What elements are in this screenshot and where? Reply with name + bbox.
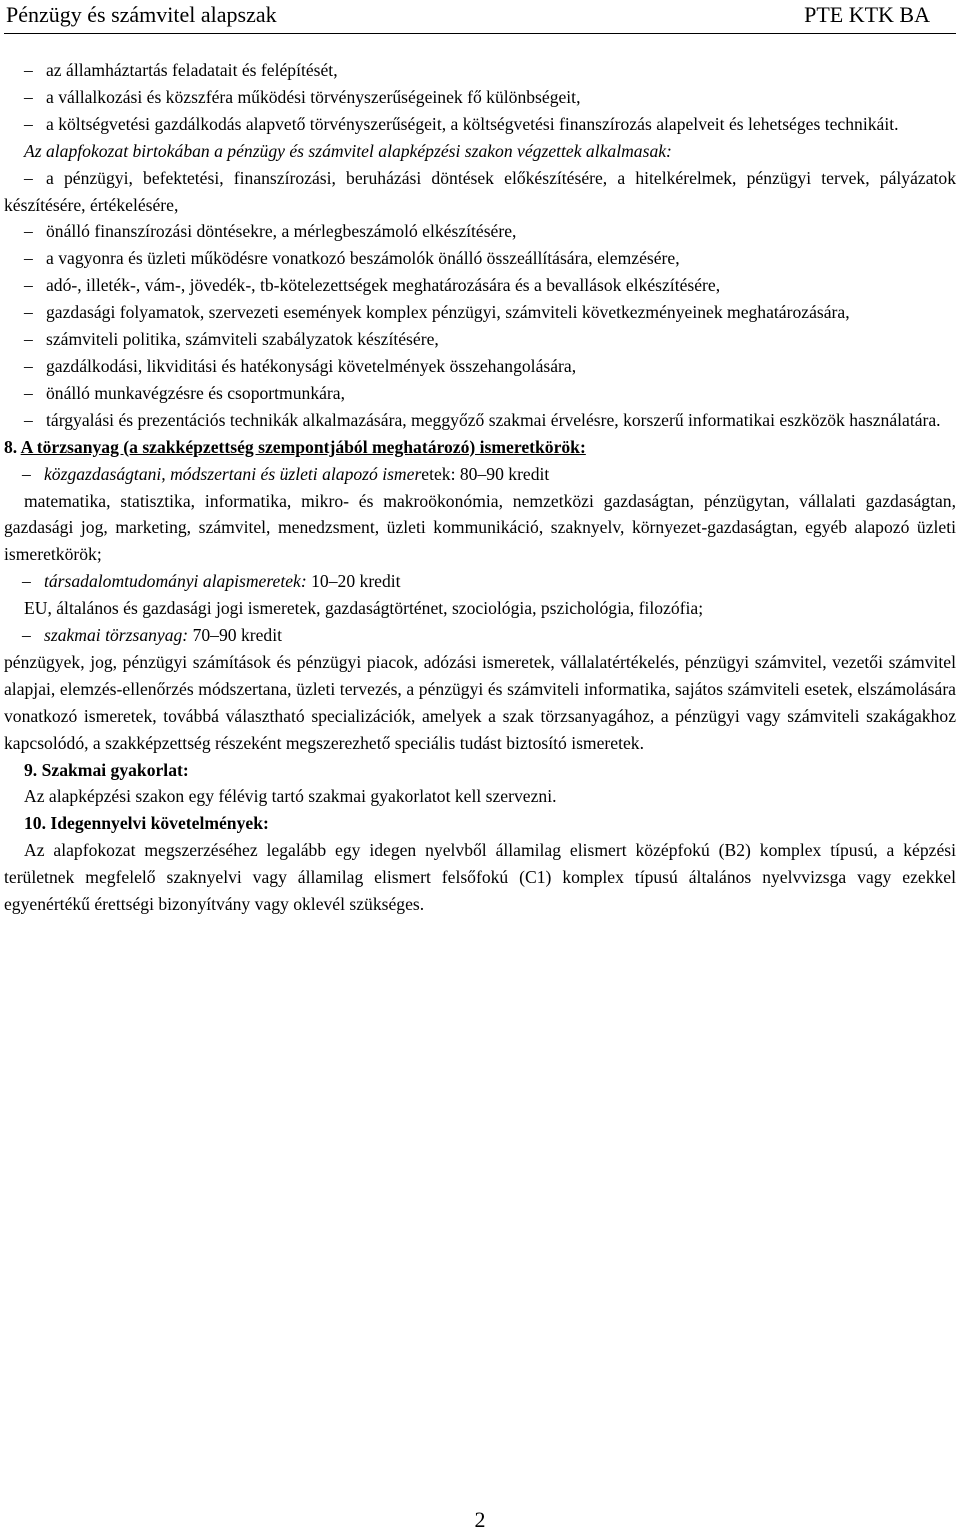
list-item: – önálló finanszírozási döntésekre, a mérlegbeszámoló elkészítésére, — [4, 218, 956, 245]
list-item: – gazdasági folyamatok, szervezeti események komplex pénzügyi, számviteli következményeinek meghatározására, — [4, 299, 956, 326]
subsection-label: – társadalomtudományi alapismeretek: 10–20 kredit — [4, 568, 956, 595]
section-10-heading — [4, 810, 956, 837]
section-10-title: Idegennyelvi követelmények: — [50, 813, 269, 834]
list-item: – a vállalkozási és közszféra működési törvényszerűségeinek fő különbségeit, — [4, 84, 956, 111]
section-9-title: Szakmai gyakorlat: — [41, 759, 189, 780]
list-item: – a pénzügyi, befektetési, finanszírozási, beruházási döntések előkészítésére, a hitelkérelmek, pénzügyi tervek, pályázatok készítésére, értékelésére, — [4, 165, 956, 219]
section-8-title: A törzsanyag (a szakképzettség szempontjából meghatározó) ismeretkörök: — [20, 436, 586, 457]
section-9-number: 9. — [24, 759, 38, 780]
list-item: – gazdálkodási, likviditási és hatékonysági követelmények összehangolására, — [4, 353, 956, 380]
section-9-heading — [4, 757, 956, 784]
subsection-body: matematika, statisztika, informatika, mikro- és makroökonómia, nemzetközi gazdaságtan, pénzügytan, vállalati gazdaságtan, gazdasági jog, marketing, számvitel, menedzsment, üzleti kommunikáció, szaknyelv, környezet-gazdaságtan, egyéb alapozó üzleti ismeretkörök; — [4, 490, 956, 565]
list-item: – számviteli politika, számviteli szabályzatok készítésére, — [4, 326, 956, 353]
list-item: – adó-, illeték-, vám-, jövedék-, tb-kötelezettségek meghatározására és a bevallások elkészítésére, — [4, 272, 956, 299]
subsection-body: EU, általános és gazdasági jogi ismeretek, gazdaságtörténet, szociológia, pszichológia, filozófia; — [24, 598, 704, 619]
header-institution: PTE KTK BA — [804, 2, 930, 27]
section-9-body: Az alapképzési szakon egy félévig tartó szakmai gyakorlatot kell szervezni. — [24, 786, 557, 807]
document-body — [4, 57, 956, 918]
section-10-number: 10. — [24, 813, 46, 834]
section-8-number: 8. — [4, 436, 18, 457]
subsection-body: pénzügyek, jog, pénzügyi számítások és pénzügyi piacok, adózási ismeretek, vállalatértékelés, pénzügyi számvitel, vezetői számvitel alapjai, elemzés-ellenőrzés módszertana, üzleti tervezés, a pénzügyi és számviteli informatika, sajátos számviteli esetek, elszámolására vonatkozó ismeretek, továbbá választható specializációk, amelyek a szak törzsanyagához, a pénzügyi vagy számviteli szakágakhoz kapcsolódó, a szakképzettség részeként megszerezhető speciális tudást biztosító ismeretek. — [4, 651, 956, 753]
section-8-heading — [4, 434, 956, 461]
list-item: – önálló munkavégzésre és csoportmunkára, — [4, 380, 956, 407]
subsection-label: – közgazdaságtani, módszertani és üzleti alapozó ismeretek: 80–90 kredit — [4, 461, 956, 488]
header-course-title: Pénzügy és számvitel alapszak — [6, 2, 277, 27]
header-divider — [4, 33, 956, 34]
section-10-body: Az alapfokozat megszerzéséhez legalább egy idegen nyelvből államilag elismert középfokú (B2) komplex típusú, a képzési területnek megfelelő szaknyelvi vagy államilag elismert felsőfokú (C1) komplex típusú általános nyelvvizsga vagy ezekkel egyenértékű érettségi bizonyítvány vagy oklevél szükséges. — [4, 840, 956, 915]
page-number: 2 — [474, 1507, 486, 1532]
list-item: – a vagyonra és üzleti működésre vonatkozó beszámolók önálló összeállítására, elemzésére, — [4, 245, 956, 272]
list-item: – tárgyalási és prezentációs technikák alkalmazására, meggyőző szakmai érvelésre, korszerű informatikai eszközök használatára. — [4, 407, 956, 434]
page-header — [0, 0, 960, 32]
subsection-label: – szakmai törzsanyag: 70–90 kredit — [4, 622, 956, 649]
skills-intro: Az alapfokozat birtokában a pénzügy és számvitel alapképzési szakon végzettek alkalmasak: — [24, 140, 672, 161]
list-item: – a költségvetési gazdálkodás alapvető törvényszerűségeit, a költségvetési finanszírozás alapelveit és lehetséges technikáit. — [4, 111, 956, 138]
list-item: – az államháztartás feladatait és felépítését, — [4, 57, 956, 84]
